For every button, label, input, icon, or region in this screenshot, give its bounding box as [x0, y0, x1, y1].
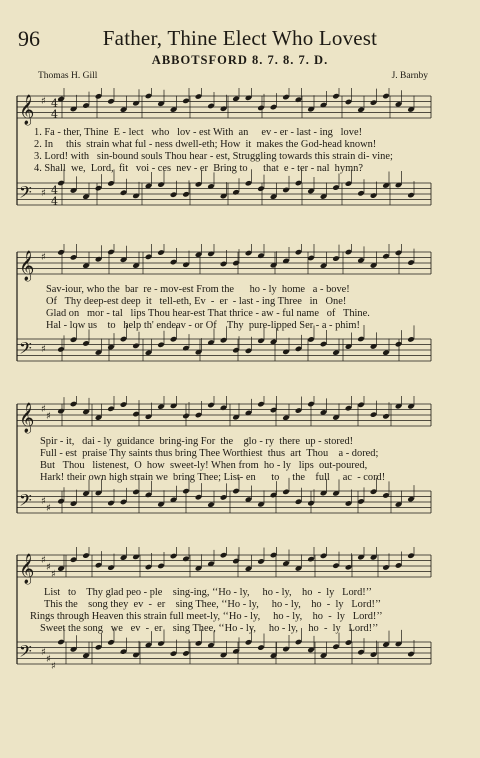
- tune-name: ABBOTSFORD 8. 7. 8. 7. D.: [151, 53, 329, 67]
- lyric-line: This the song they ev - er sing Thee, ‘‘Ho - ly, ho - ly, ho - ly Lord!’’: [44, 599, 382, 610]
- svg-text:♯: ♯: [51, 569, 56, 580]
- lyric-line: Rings through Heaven this strain full meet-ly, ‘‘Ho - ly, ho - ly, ho - ly Lord!’’: [30, 611, 383, 622]
- svg-text:♯: ♯: [46, 654, 51, 665]
- music-system-3: [0, 396, 480, 521]
- lyric-line: 2. In this strain what ful - ness dwell-eth; How it makes the God-head known!: [34, 139, 377, 150]
- hymn-title: Father, Thine Elect Who Lovest: [102, 26, 378, 50]
- lyric-line: 3. Lord! with sin-bound souls Thou hear - est, Struggling towards this strain di- vine;: [34, 151, 393, 162]
- svg-text:♯: ♯: [41, 188, 46, 199]
- lyric-line: Spir - it, dai - ly guidance bring-ing For the glo - ry there up - stored!: [40, 436, 354, 447]
- svg-text:♯: ♯: [51, 661, 56, 672]
- svg-text:4: 4: [51, 195, 58, 208]
- music-system-1: [0, 88, 480, 213]
- svg-text:𝄞: 𝄞: [19, 403, 35, 433]
- svg-text:♯: ♯: [46, 562, 51, 573]
- svg-text:𝄢: 𝄢: [19, 490, 32, 514]
- svg-text:♯: ♯: [41, 404, 46, 415]
- lyric-line: Hal - low us to help th' endeav - or Of Thy pure-lipped Ser - a - phim!: [46, 320, 360, 331]
- svg-text:♯: ♯: [41, 555, 46, 566]
- music-system-2: [0, 244, 480, 369]
- lyric-line: Sav-iour, who the bar re - mov-est From the ho - ly home a - bove!: [46, 284, 350, 295]
- author: Thomas H. Gill: [38, 71, 98, 81]
- lyric-line: List to Thy glad peo - ple sing-ing, ‘‘Ho - ly, ho - ly, ho - ly Lord!’’: [44, 587, 372, 598]
- svg-text:𝄞: 𝄞: [19, 554, 35, 584]
- lyric-line: Of Thy deep-est deep it tell-eth, Ev - er - last - ing Three in One!: [46, 296, 347, 307]
- composer: J. Barnby: [391, 71, 428, 81]
- lyric-line: Sweet the song we ev - er sing Thee, ‘‘Ho - ly, ho - ly, ho - ly Lord!’’: [40, 623, 379, 634]
- svg-text:♯: ♯: [41, 252, 46, 263]
- svg-text:4: 4: [51, 97, 58, 110]
- svg-text:𝄞: 𝄞: [19, 95, 35, 125]
- page-number: 96: [18, 26, 40, 51]
- lyric-line: 4. Shall we, Lord, fit voi - ces nev - er Bring to that e - ter - nal hymn?: [34, 163, 363, 174]
- svg-text:♯: ♯: [41, 647, 46, 658]
- lyric-line: But Thou listenest, O how sweet-ly! When from ho - ly lips out-poured,: [40, 460, 368, 471]
- svg-text:4: 4: [51, 184, 58, 197]
- lyric-line: Hark! their own high strain we bring Thee; List- en to the full ac - cord!: [40, 472, 386, 483]
- svg-text:𝄢: 𝄢: [19, 182, 32, 206]
- svg-text:♯: ♯: [46, 411, 51, 422]
- music-system-4: [0, 547, 480, 697]
- lyric-line: Glad on mor - tal lips Thou hear-est That thrice - aw - ful name of Thine.: [46, 308, 370, 319]
- svg-text:♯: ♯: [46, 503, 51, 514]
- svg-text:𝄢: 𝄢: [19, 338, 32, 362]
- svg-text:♯: ♯: [41, 496, 46, 507]
- lyric-line: 1. Fa - ther, Thine E - lect who lov - est With an ev - er - last - ing love!: [34, 127, 363, 138]
- svg-text:𝄞: 𝄞: [19, 251, 35, 281]
- lyric-line: Full - est praise Thy saints thus bring Thee Worthiest thus art Thou a - dored;: [40, 448, 379, 459]
- svg-text:♯: ♯: [41, 344, 46, 355]
- svg-text:𝄢: 𝄢: [19, 641, 32, 665]
- svg-text:4: 4: [51, 108, 58, 121]
- svg-text:♯: ♯: [41, 96, 46, 107]
